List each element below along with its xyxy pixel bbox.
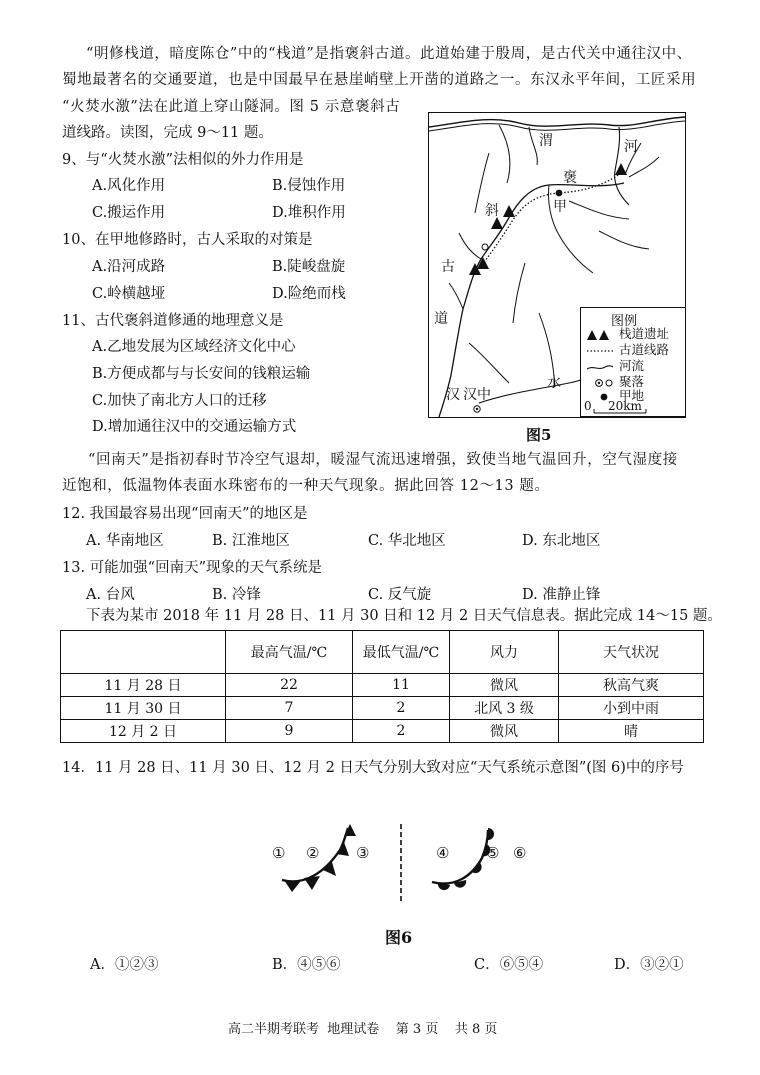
table-row <box>61 720 704 743</box>
map-label-he: 河 <box>624 139 638 155</box>
intro-line-4: 道线路。读图，完成 9～11 题。 <box>62 125 273 141</box>
scale-length: 20km <box>608 399 642 413</box>
river-line-icon <box>585 360 615 374</box>
question-11-option-c[interactable]: C.加快了南北方人口的迁移 <box>92 393 267 409</box>
table-header-row <box>61 631 704 674</box>
question-12-option-d[interactable]: D. 东北地区 <box>522 533 601 549</box>
legend-title: 图例 <box>611 314 638 329</box>
question-9-option-a[interactable]: A.风化作用 <box>92 178 166 194</box>
settlement-icon <box>585 376 615 390</box>
fig6-mark-2: ② <box>306 844 320 862</box>
question-14-option-a[interactable]: A．①②③ <box>90 957 159 973</box>
dotted-line-icon <box>585 344 615 358</box>
question-9-option-b[interactable]: B.侵蚀作用 <box>272 178 346 194</box>
map-label-jia: 甲 <box>553 199 567 215</box>
fig6-mark-1: ① <box>272 844 286 862</box>
legend-label-settlement: 聚落 <box>619 374 645 389</box>
question-12-option-b[interactable]: B. 江淮地区 <box>212 533 290 549</box>
map-label-hanzhong: 汉中 <box>463 387 491 403</box>
scale-bar <box>580 401 684 417</box>
table-row <box>61 697 704 720</box>
question-13-option-c[interactable]: C. 反气旋 <box>368 587 432 603</box>
intro-line-1: “明修栈道，暗度陈仓”中的“栈道”是指褒斜古道。此道始建于殷周，是古代关中通往汉中、 <box>86 46 692 62</box>
question-10-option-a[interactable]: A.沿河成路 <box>92 259 166 275</box>
table-header-cell: 最低气温/℃ <box>353 631 450 674</box>
question-9-stem: 9、与“火焚水激”法相似的外力作用是 <box>62 152 304 168</box>
table-row <box>61 674 704 697</box>
question-9-option-d[interactable]: D.堆积作用 <box>272 205 346 221</box>
figure-5-caption: 图5 <box>526 426 552 444</box>
table-intro: 下表为某市 2018 年 11 月 28 日、11 月 30 日和 12 月 2 日天气信息表。据此完成 14～15 题。 <box>86 608 722 624</box>
page-footer: 高二半期考联考 地理试卷 第 3 页 共 8 页 <box>228 1022 498 1037</box>
table-cell: 小到中雨 <box>559 697 704 720</box>
question-11-option-a[interactable]: A.乙地发展为区域经济文化中心 <box>92 339 296 355</box>
table-header-cell: 风力 <box>450 631 559 674</box>
map-label-han: 汉 <box>446 387 460 403</box>
table-cell: 9 <box>226 720 353 743</box>
question-13-option-d[interactable]: D. 准静止锋 <box>522 587 601 603</box>
question-11-option-b[interactable]: B.方便成都与与长安间的钱粮运输 <box>92 366 311 382</box>
map-label-dao: 道 <box>434 311 448 327</box>
fig6-mark-6: ⑥ <box>513 844 527 862</box>
intro-line-3: “火焚水激”法在此道上穿山隧洞。图 5 示意褒斜古 <box>62 99 401 115</box>
table-cell: 22 <box>226 674 353 697</box>
question-11-option-d[interactable]: D.增加通往汉中的交通运输方式 <box>92 419 297 435</box>
question-12-option-a[interactable]: A. 华南地区 <box>86 533 164 549</box>
question-10-option-b[interactable]: B.陡峻盘旋 <box>272 259 346 275</box>
table-cell: 北风 3 级 <box>450 697 559 720</box>
weather-table <box>60 630 704 743</box>
question-9-option-c[interactable]: C.搬运作用 <box>92 205 166 221</box>
legend-row-river <box>585 360 683 374</box>
map-label-gu: 古 <box>441 259 455 275</box>
question-14-option-c[interactable]: C．⑥⑤④ <box>474 957 544 973</box>
question-12-option-c[interactable]: C. 华北地区 <box>368 533 446 549</box>
table-cell: 2 <box>353 720 450 743</box>
figure-6-weather-systems <box>260 820 550 905</box>
fig6-mark-5: ⑤ <box>486 844 500 862</box>
scale-zero: 0 <box>584 399 592 413</box>
table-header-cell: 天气状况 <box>559 631 704 674</box>
question-13-option-b[interactable]: B. 冷锋 <box>212 587 261 603</box>
question-14-option-b[interactable]: B．④⑤⑥ <box>272 957 341 973</box>
table-cell: 晴 <box>559 720 704 743</box>
table-cell: 11 月 28 日 <box>61 674 226 697</box>
table-cell: 11 <box>353 674 450 697</box>
question-11-stem: 11、古代褒斜道修通的地理意义是 <box>62 313 284 329</box>
table-cell: 12 月 2 日 <box>61 720 226 743</box>
huinantian-line-2: 近饱和，低温物体表面水珠密布的一种天气现象。据此回答 12～13 题。 <box>62 478 550 494</box>
table-cell: 11 月 30 日 <box>61 697 226 720</box>
triangle-icon <box>585 328 615 342</box>
question-12-stem: 12. 我国最容易出现“回南天”的地区是 <box>62 506 308 522</box>
legend-label-river: 河流 <box>619 358 645 373</box>
figure-6-caption: 图6 <box>385 928 413 947</box>
question-14-stem: 14．11 月 28 日、11 月 30 日、12 月 2 日天气分别大致对应“天气系统示意图”(图 6)中的序号 <box>62 760 684 776</box>
figure-5-map <box>428 112 686 418</box>
map-label-wei: 渭 <box>539 133 553 149</box>
question-10-option-d[interactable]: D.险绝而栈 <box>272 286 346 302</box>
map-label-xie: 斜 <box>485 203 499 219</box>
table-header-cell: 最高气温/℃ <box>226 631 353 674</box>
map-label-bao: 褒 <box>563 170 577 186</box>
weather-front-drawing <box>260 820 550 905</box>
fig6-mark-4: ④ <box>436 844 450 862</box>
table-cell: 微风 <box>450 720 559 743</box>
table-cell: 7 <box>226 697 353 720</box>
legend-label-relic: 栈道遗址 <box>619 326 670 341</box>
question-14-option-d[interactable]: D．③②① <box>614 957 684 973</box>
table-cell: 秋高气爽 <box>559 674 704 697</box>
question-13-option-a[interactable]: A. 台风 <box>86 587 135 603</box>
question-13-stem: 13. 可能加强“回南天”现象的天气系统是 <box>62 560 322 576</box>
legend-row-road <box>585 344 683 358</box>
question-10-stem: 10、在甲地修路时，古人采取的对策是 <box>62 232 313 248</box>
map-label-shui: 水 <box>547 375 561 391</box>
fig6-mark-3: ③ <box>356 844 370 862</box>
question-10-option-c[interactable]: C.岭横越垭 <box>92 286 166 302</box>
table-cell: 微风 <box>450 674 559 697</box>
legend-row-relic <box>585 328 683 342</box>
huinantian-line-1: “回南天”是指初春时节冷空气退却，暖湿气流迅速增强，致使当地气温回升，空气湿度接 <box>88 452 678 468</box>
legend-label-jia: 甲地 <box>619 388 645 403</box>
table-header-cell <box>61 631 226 674</box>
legend-label-road: 古道线路 <box>619 342 670 357</box>
table-cell: 2 <box>353 697 450 720</box>
intro-line-2: 蜀地最著名的交通要道，也是中国最早在悬崖峭壁上开凿的道路之一。东汉永平年间，工匠采用 <box>62 72 697 88</box>
